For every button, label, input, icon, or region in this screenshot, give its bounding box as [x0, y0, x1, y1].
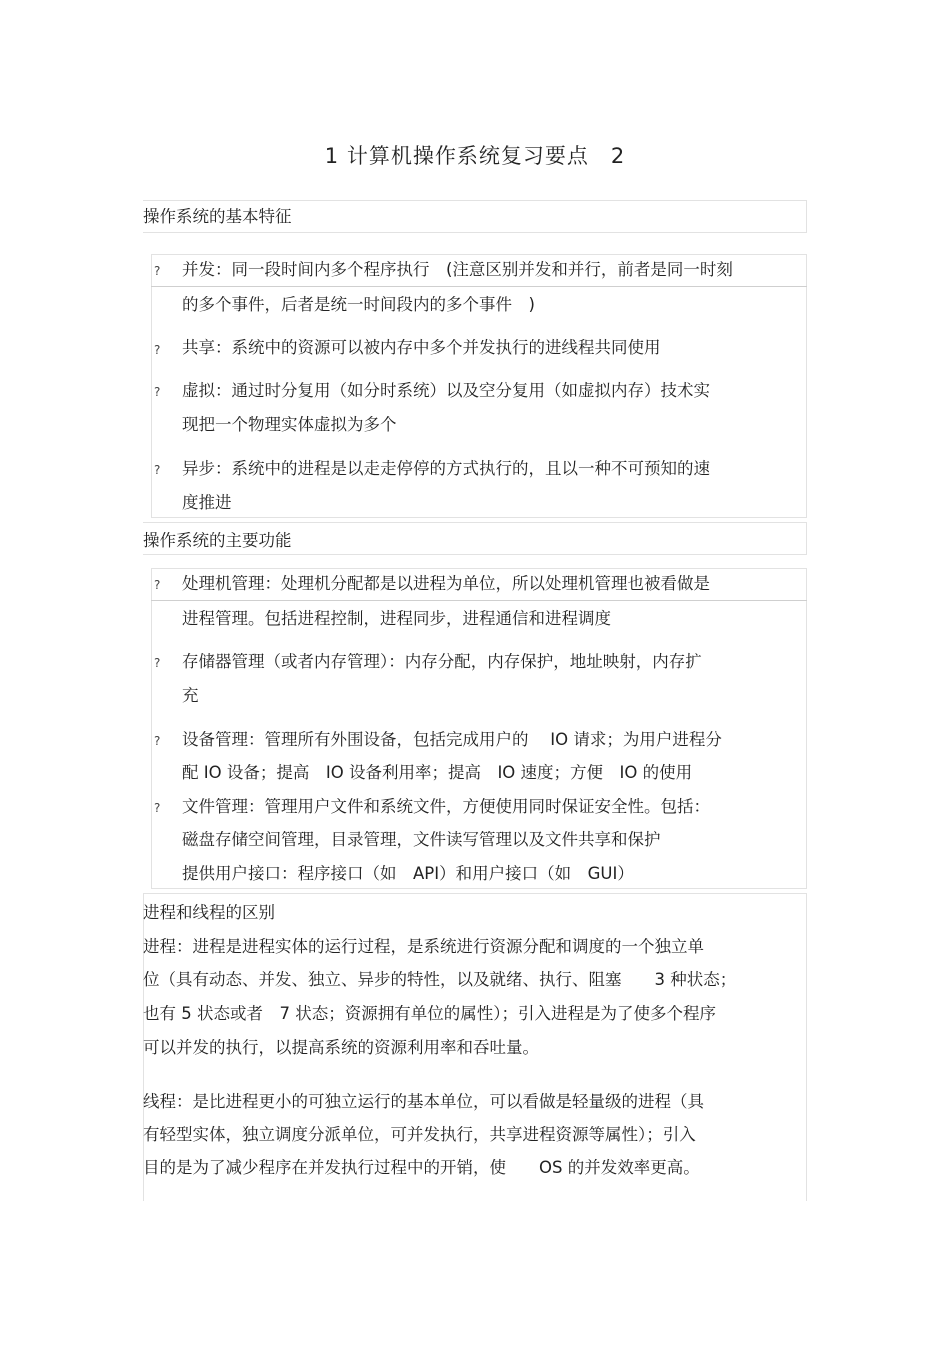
functions-item-2-line-2: 充	[182, 686, 199, 705]
features-item-2-line-1: 共享：系统中的资源可以被内存中多个并发执行的进线程共同使用	[182, 338, 661, 357]
features-bullet-3: ?	[154, 385, 161, 399]
functions-item-3-line-2: 配 IO 设备；提高 IO 设备利用率；提高 IO 速度；方便 IO 的使用	[182, 763, 693, 782]
features-bullet-2: ?	[154, 343, 161, 357]
functions-bullet-3: ?	[154, 734, 161, 748]
functions-item-4-line-1: 文件管理：管理用户文件和系统文件，方便使用同时保证安全性。包括：	[182, 797, 710, 816]
functions-bullet-1: ?	[154, 578, 161, 592]
functions-item-1-line-2: 进程管理。包括进程控制，进程同步，进程通信和进程调度	[182, 609, 611, 628]
thread-line-1: 线程：是比进程更小的可独立运行的基本单位，可以看做是轻量级的进程（具	[143, 1092, 704, 1111]
functions-item-2-line-1: 存储器管理（或者内存管理）：内存分配，内存保护，地址映射，内存扩	[182, 652, 702, 671]
features-item-4-line-1: 异步：系统中的进程是以走走停停的方式执行的，且以一种不可预知的速	[182, 459, 710, 478]
features-bullet-1: ?	[154, 264, 161, 278]
features-item-4-line-2: 度推进	[182, 493, 232, 512]
functions-item-4-line-2: 磁盘存储空间管理，目录管理，文件读写管理以及文件共享和保护	[182, 830, 661, 849]
features-item-3-line-2: 现把一个物理实体虚拟为多个	[182, 415, 397, 434]
page-title: 1 计算机操作系统复习要点 2	[324, 144, 626, 168]
thread-line-3: 目的是为了减少程序在并发执行过程中的开销，使 OS 的并发效率更高。	[143, 1158, 700, 1177]
process-line-3: 也有 5 状态或者 7 状态；资源拥有单位的属性）；引入进程是为了使多个程序	[143, 1004, 716, 1023]
process-thread-heading: 进程和线程的区别	[143, 903, 275, 922]
functions-heading: 操作系统的主要功能	[143, 531, 292, 550]
features-divider	[151, 286, 807, 287]
functions-item-4-line-3: 提供用户接口：程序接口（如 API）和用户接口（如 GUI）	[182, 864, 634, 883]
features-heading: 操作系统的基本特征	[143, 207, 292, 226]
functions-item-1-line-1: 处理机管理：处理机分配都是以进程为单位，所以处理机管理也被看做是	[182, 574, 710, 593]
functions-divider	[151, 600, 807, 601]
process-line-4: 可以并发的执行，以提高系统的资源利用率和吞吐量。	[143, 1038, 539, 1057]
features-item-1-line-2: 的多个事件，后者是统一时间段内的多个事件 )	[182, 295, 535, 314]
functions-item-3-line-1: 设备管理：管理所有外围设备，包括完成用户的 IO 请求；为用户进程分	[182, 730, 722, 749]
process-line-2: 位（具有动态、并发、独立、异步的特性，以及就绪、执行、阻塞 3 种状态；	[143, 970, 737, 989]
thread-line-2: 有轻型实体，独立调度分派单位，可并发执行，共享进程资源等属性）；引入	[143, 1125, 696, 1144]
process-line-1: 进程：进程是进程实体的运行过程，是系统进行资源分配和调度的一个独立单	[143, 937, 704, 956]
features-item-3-line-1: 虚拟：通过时分复用（如分时系统）以及空分复用（如虚拟内存）技术实	[182, 381, 710, 400]
features-bullet-4: ?	[154, 463, 161, 477]
functions-bullet-2: ?	[154, 656, 161, 670]
features-item-1-line-1: 并发：同一段时间内多个程序执行 (注意区别并发和并行，前者是同一时刻	[182, 260, 733, 279]
functions-bullet-4: ?	[154, 801, 161, 815]
